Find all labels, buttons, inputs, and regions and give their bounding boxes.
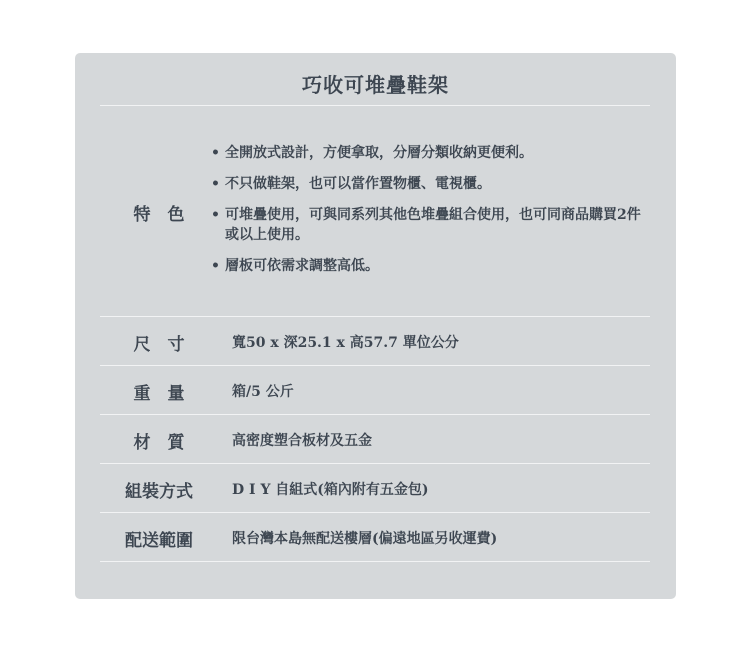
size-label: 尺 寸: [133, 335, 185, 355]
feature-item: • 可堆疊使用，可與同系列其他色堆疊組合使用，也可同商品購買2件或以上使用。: [211, 207, 641, 243]
product-title: 巧收可堆疊鞋架: [302, 73, 449, 97]
assembly-label: 組裝方式: [125, 482, 193, 502]
features-list: [210, 143, 650, 287]
divider: [100, 365, 650, 366]
weight-value: 箱/5 公斤: [232, 384, 294, 400]
product-spec-card: [75, 53, 676, 599]
bullet-icon: •: [211, 176, 220, 192]
delivery-label: 配送範圍: [125, 531, 193, 551]
divider: [100, 463, 650, 464]
divider: [100, 105, 650, 106]
bullet-icon: •: [211, 207, 220, 223]
feature-item: • 不只做鞋架，也可以當作置物櫃、電視櫃。: [211, 176, 491, 192]
divider: [100, 316, 650, 317]
divider: [100, 414, 650, 415]
material-value: 高密度塑合板材及五金: [232, 433, 372, 449]
divider: [100, 512, 650, 513]
size-value: 寬50 x 深25.1 x 高57.7 單位公分: [232, 335, 459, 351]
feature-item: • 全開放式設計，方便拿取，分層分類收納更便利。: [211, 145, 533, 161]
assembly-value: D I Y 自組式(箱內附有五金包): [232, 482, 429, 498]
bullet-icon: •: [211, 258, 220, 274]
material-label: 材 質: [133, 433, 185, 453]
feature-item: • 層板可依需求調整高低。: [211, 258, 379, 274]
bullet-icon: •: [211, 145, 220, 161]
delivery-value: 限台灣本島無配送樓層(偏遠地區另收運費): [232, 531, 498, 547]
divider: [100, 561, 650, 562]
features-label: 特 色: [133, 205, 185, 225]
weight-label: 重 量: [133, 384, 185, 404]
